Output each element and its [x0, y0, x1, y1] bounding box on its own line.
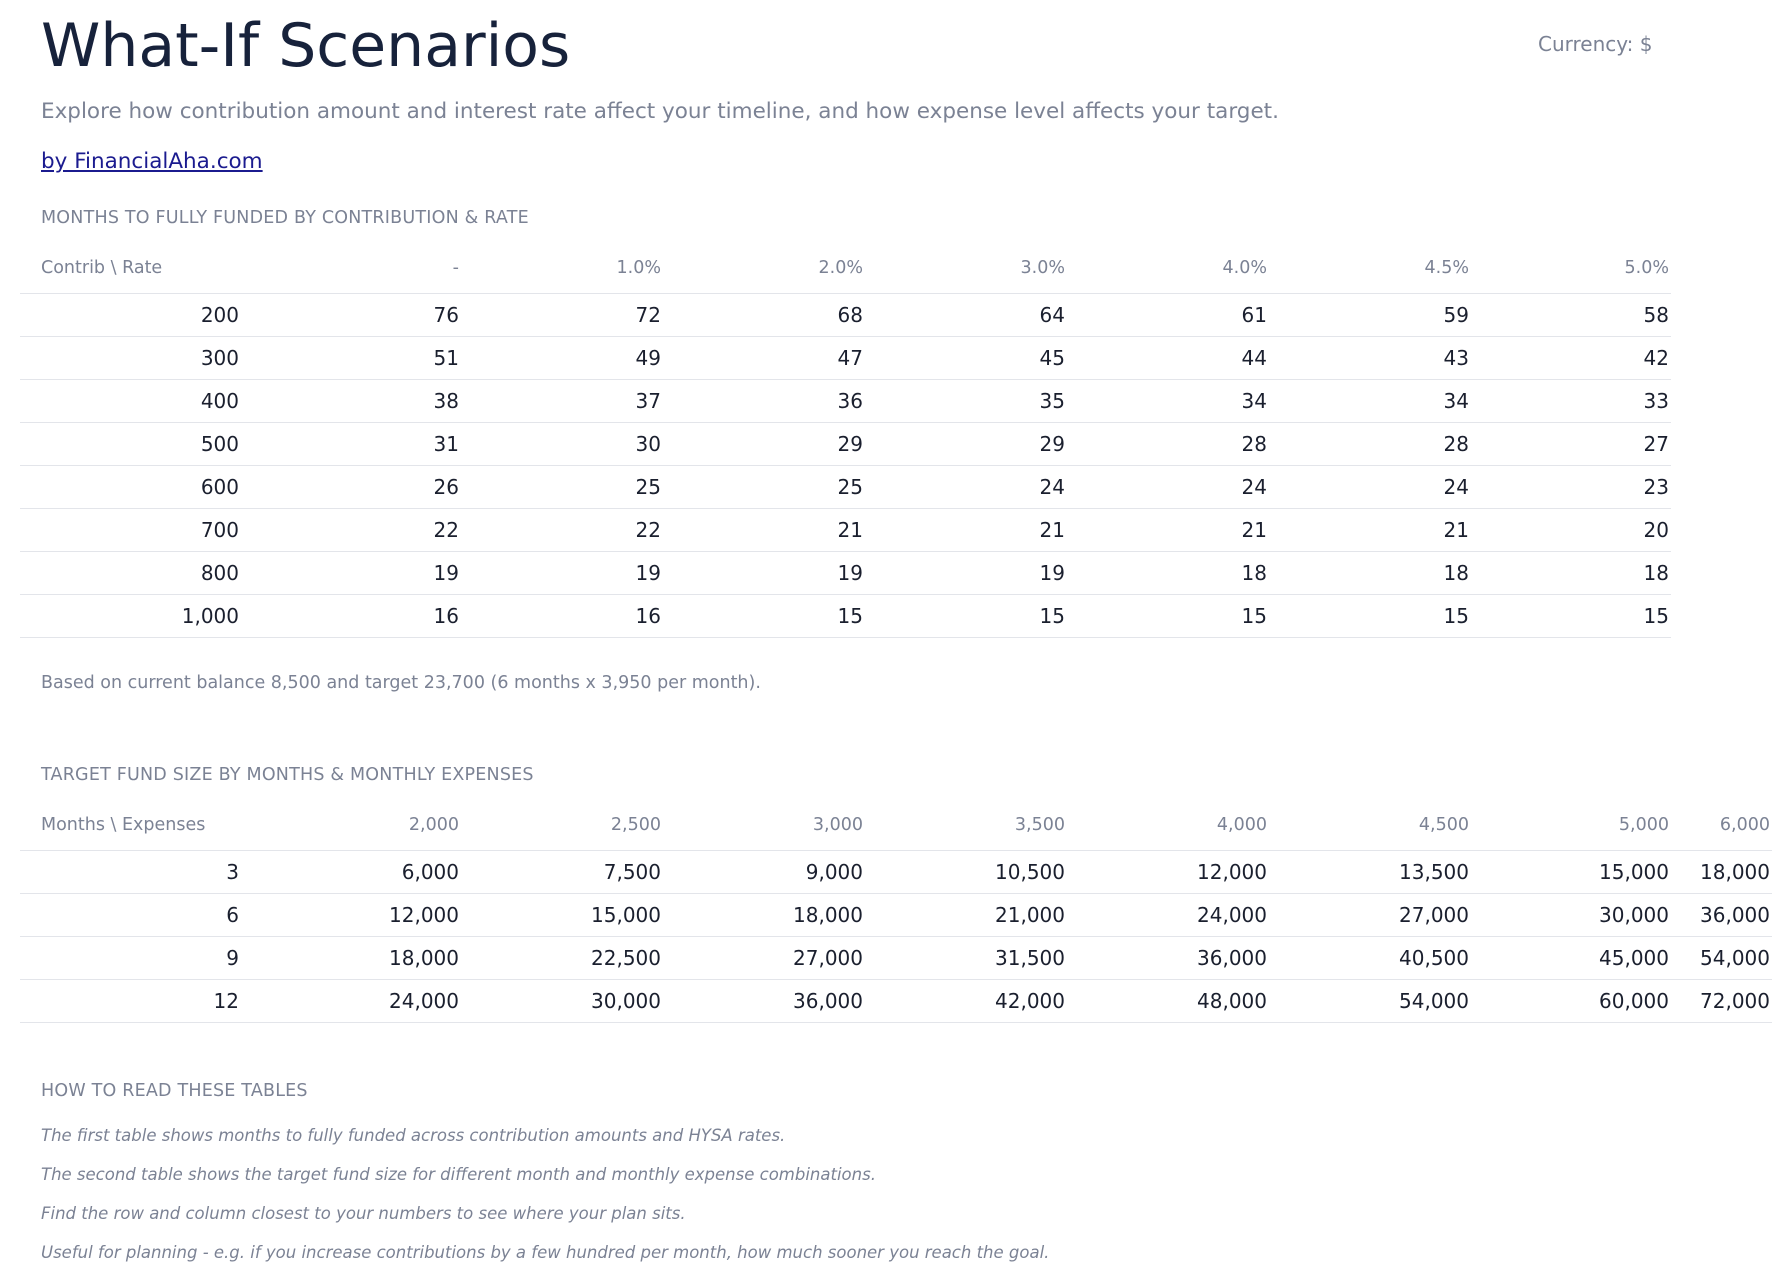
- table-cell: 18: [1471, 552, 1671, 595]
- table-cell: 44: [1067, 337, 1269, 380]
- column-header: 5.0%: [1471, 243, 1671, 294]
- column-header: 5,000: [1471, 800, 1671, 851]
- table-cell: 58: [1471, 294, 1671, 337]
- row-label: 9: [20, 937, 241, 980]
- table-cell: 21,000: [865, 894, 1067, 937]
- table-cell: 20: [1471, 509, 1671, 552]
- table-cell: 27: [1471, 423, 1671, 466]
- table-cell: 76: [241, 294, 461, 337]
- table-cell: 48,000: [1067, 980, 1269, 1023]
- table-cell: 49: [461, 337, 663, 380]
- table-cell: 59: [1269, 294, 1471, 337]
- table-row: [20, 466, 1671, 509]
- table-row: [20, 595, 1671, 638]
- table-cell: 18,000: [663, 894, 865, 937]
- row-label: 500: [20, 423, 241, 466]
- column-header: 3,000: [663, 800, 865, 851]
- help-line: Find the row and column closest to your numbers to see where your plan sits.: [41, 1204, 686, 1223]
- table-cell: 7,500: [461, 851, 663, 894]
- table-cell: 18: [1269, 552, 1471, 595]
- table-cell: 25: [461, 466, 663, 509]
- table-cell: 15: [1471, 595, 1671, 638]
- table-cell: 35: [865, 380, 1067, 423]
- table-cell: 26: [241, 466, 461, 509]
- table-cell: 42: [1471, 337, 1671, 380]
- table-cell: 36,000: [1067, 937, 1269, 980]
- column-header: -: [241, 243, 461, 294]
- table-row: [20, 894, 1772, 937]
- row-label: 400: [20, 380, 241, 423]
- byline-link[interactable]: by FinancialAha.com: [41, 149, 263, 174]
- table-cell: 27,000: [1269, 894, 1471, 937]
- help-section-title: HOW TO READ THESE TABLES: [41, 1081, 308, 1101]
- table-cell: 22: [461, 509, 663, 552]
- table-row: [20, 294, 1671, 337]
- table-cell: 45,000: [1471, 937, 1671, 980]
- target-fund-size-table: [20, 800, 1772, 1023]
- table-row: [20, 552, 1671, 595]
- months-to-funded-table: [20, 243, 1671, 638]
- table-cell: 15: [1067, 595, 1269, 638]
- corner-header: Months \ Expenses: [20, 800, 241, 851]
- row-label: 200: [20, 294, 241, 337]
- table-cell: 18: [1067, 552, 1269, 595]
- table-row: [20, 380, 1671, 423]
- row-label: 3: [20, 851, 241, 894]
- table-cell: 15: [865, 595, 1067, 638]
- table2-title: TARGET FUND SIZE BY MONTHS & MONTHLY EXPENSES: [41, 765, 534, 785]
- column-header: 6,000: [1671, 800, 1772, 851]
- table-cell: 60,000: [1471, 980, 1671, 1023]
- table-cell: 24: [1067, 466, 1269, 509]
- table-cell: 31: [241, 423, 461, 466]
- column-header: 2,000: [241, 800, 461, 851]
- table-cell: 29: [865, 423, 1067, 466]
- table-cell: 54,000: [1269, 980, 1471, 1023]
- column-header: 3.0%: [865, 243, 1067, 294]
- table1-title: MONTHS TO FULLY FUNDED BY CONTRIBUTION & RATE: [41, 208, 529, 228]
- table-header-row: [20, 800, 1772, 851]
- table-cell: 19: [241, 552, 461, 595]
- table-cell: 45: [865, 337, 1067, 380]
- table-cell: 21: [1269, 509, 1471, 552]
- table-cell: 37: [461, 380, 663, 423]
- row-label: 700: [20, 509, 241, 552]
- table-cell: 36,000: [663, 980, 865, 1023]
- row-label: 300: [20, 337, 241, 380]
- corner-header: Contrib \ Rate: [20, 243, 241, 294]
- table-cell: 36: [663, 380, 865, 423]
- table-row: [20, 937, 1772, 980]
- row-label: 12: [20, 980, 241, 1023]
- column-header: 3,500: [865, 800, 1067, 851]
- table-cell: 24: [865, 466, 1067, 509]
- table-cell: 30,000: [461, 980, 663, 1023]
- page-subtitle: Explore how contribution amount and interest rate affect your timeline, and how expense level affects your target.: [41, 99, 1279, 124]
- table-cell: 38: [241, 380, 461, 423]
- column-header: 2.0%: [663, 243, 865, 294]
- table-cell: 33: [1471, 380, 1671, 423]
- table-cell: 47: [663, 337, 865, 380]
- table-cell: 54,000: [1671, 937, 1772, 980]
- table-cell: 19: [663, 552, 865, 595]
- table-cell: 28: [1269, 423, 1471, 466]
- table-cell: 31,500: [865, 937, 1067, 980]
- table-cell: 16: [241, 595, 461, 638]
- column-header: 4.0%: [1067, 243, 1269, 294]
- column-header: 4.5%: [1269, 243, 1471, 294]
- table-cell: 18,000: [1671, 851, 1772, 894]
- table-cell: 16: [461, 595, 663, 638]
- table-header-row: [20, 243, 1671, 294]
- table1-footnote: Based on current balance 8,500 and target 23,700 (6 months x 3,950 per month).: [41, 673, 761, 693]
- table-cell: 15: [1269, 595, 1471, 638]
- table-cell: 23: [1471, 466, 1671, 509]
- table-cell: 21: [1067, 509, 1269, 552]
- table-cell: 51: [241, 337, 461, 380]
- table-cell: 19: [461, 552, 663, 595]
- row-label: 1,000: [20, 595, 241, 638]
- table-cell: 61: [1067, 294, 1269, 337]
- table-cell: 36,000: [1671, 894, 1772, 937]
- table-cell: 68: [663, 294, 865, 337]
- table-cell: 30,000: [1471, 894, 1671, 937]
- table-cell: 6,000: [241, 851, 461, 894]
- table-cell: 12,000: [1067, 851, 1269, 894]
- table-cell: 27,000: [663, 937, 865, 980]
- table-cell: 13,500: [1269, 851, 1471, 894]
- table-cell: 25: [663, 466, 865, 509]
- column-header: 1.0%: [461, 243, 663, 294]
- table-cell: 24,000: [241, 980, 461, 1023]
- table-cell: 15,000: [1471, 851, 1671, 894]
- table-cell: 43: [1269, 337, 1471, 380]
- table-cell: 21: [663, 509, 865, 552]
- table-cell: 72,000: [1671, 980, 1772, 1023]
- help-line: Useful for planning - e.g. if you increase contributions by a few hundred per month, how much sooner you reach the goal.: [41, 1243, 1050, 1262]
- table-cell: 24: [1269, 466, 1471, 509]
- page-title: What-If Scenarios: [41, 11, 571, 81]
- table-cell: 42,000: [865, 980, 1067, 1023]
- table-cell: 15: [663, 595, 865, 638]
- table-cell: 9,000: [663, 851, 865, 894]
- column-header: 4,500: [1269, 800, 1471, 851]
- table-cell: 21: [865, 509, 1067, 552]
- table-row: [20, 423, 1671, 466]
- table-cell: 34: [1067, 380, 1269, 423]
- table-cell: 19: [865, 552, 1067, 595]
- table-cell: 18,000: [241, 937, 461, 980]
- table-cell: 22: [241, 509, 461, 552]
- table-cell: 10,500: [865, 851, 1067, 894]
- row-label: 600: [20, 466, 241, 509]
- table-cell: 34: [1269, 380, 1471, 423]
- help-line: The second table shows the target fund size for different month and monthly expense combinations.: [41, 1165, 876, 1184]
- table-cell: 22,500: [461, 937, 663, 980]
- table-cell: 29: [663, 423, 865, 466]
- table-cell: 24,000: [1067, 894, 1269, 937]
- table-cell: 12,000: [241, 894, 461, 937]
- row-label: 6: [20, 894, 241, 937]
- column-header: 4,000: [1067, 800, 1269, 851]
- table-cell: 64: [865, 294, 1067, 337]
- table-cell: 15,000: [461, 894, 663, 937]
- help-line: The first table shows months to fully funded across contribution amounts and HYSA rates.: [41, 1126, 786, 1145]
- column-header: 2,500: [461, 800, 663, 851]
- table-cell: 40,500: [1269, 937, 1471, 980]
- table-row: [20, 509, 1671, 552]
- table-cell: 28: [1067, 423, 1269, 466]
- table-cell: 72: [461, 294, 663, 337]
- row-label: 800: [20, 552, 241, 595]
- currency-label: Currency: $: [1538, 32, 1653, 56]
- table-cell: 30: [461, 423, 663, 466]
- table-row: [20, 851, 1772, 894]
- table-row: [20, 980, 1772, 1023]
- table-row: [20, 337, 1671, 380]
